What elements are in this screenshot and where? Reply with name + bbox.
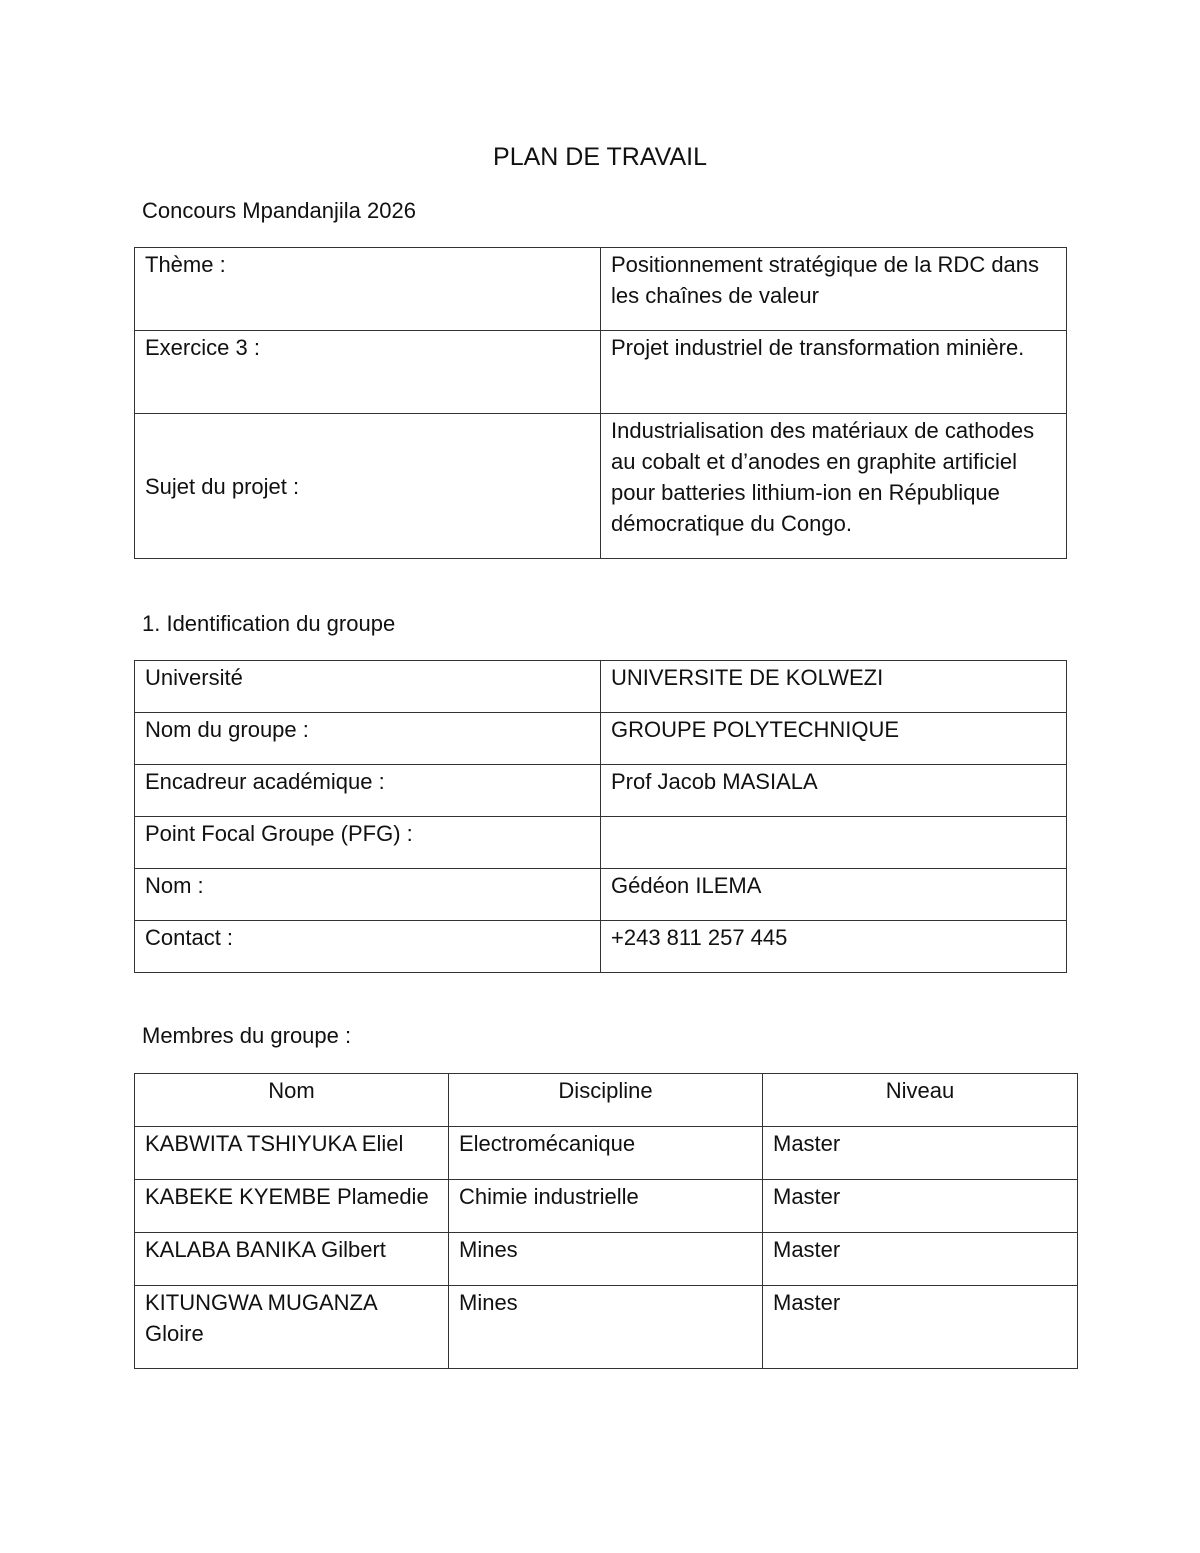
table-row	[135, 869, 1067, 921]
member-name: KABEKE KYEMBE Plamedie	[135, 1180, 449, 1233]
column-header-name: Nom	[135, 1074, 449, 1127]
table-row	[135, 1286, 1078, 1369]
identification-heading: 1. Identification du groupe	[142, 611, 396, 636]
member-level: Master	[763, 1127, 1078, 1180]
members-table	[134, 1073, 1078, 1369]
university-value: UNIVERSITE DE KOLWEZI	[601, 661, 1067, 713]
table-row	[135, 1180, 1078, 1233]
members-heading: Membres du groupe :	[142, 1023, 352, 1048]
contact-name-value: Gédéon ILEMA	[601, 869, 1067, 921]
table-row	[135, 921, 1067, 973]
group-name-value: GROUPE POLYTECHNIQUE	[601, 713, 1067, 765]
member-name: KITUNGWA MUGANZA Gloire	[135, 1286, 449, 1369]
table-row	[135, 661, 1067, 713]
exercise-label: Exercice 3 :	[135, 331, 601, 414]
member-name: KALABA BANIKA Gilbert	[135, 1233, 449, 1286]
university-label: Université	[135, 661, 601, 713]
table-row	[135, 1233, 1078, 1286]
focal-point-label: Point Focal Groupe (PFG) :	[135, 817, 601, 869]
table-row	[135, 248, 1067, 331]
table-row	[135, 817, 1067, 869]
page-title: PLAN DE TRAVAIL	[493, 143, 707, 171]
theme-value: Positionnement stratégique de la RDC dans les chaînes de valeur	[601, 248, 1067, 331]
theme-label: Thème :	[135, 248, 601, 331]
exercise-value: Projet industriel de transformation minière.	[601, 331, 1067, 414]
member-level: Master	[763, 1233, 1078, 1286]
contact-name-label: Nom :	[135, 869, 601, 921]
member-discipline: Mines	[449, 1286, 763, 1369]
table-header-row	[135, 1074, 1078, 1127]
project-subject-value: Industrialisation des matériaux de cathodes au cobalt et d’anodes en graphite artificiel pour batteries lithium-ion en République démocratique du Congo.	[601, 414, 1067, 559]
contact-phone-value: +243 811 257 445	[601, 921, 1067, 973]
member-level: Master	[763, 1286, 1078, 1369]
group-name-label: Nom du groupe :	[135, 713, 601, 765]
column-header-level: Niveau	[763, 1074, 1078, 1127]
project-subject-label: Sujet du projet :	[135, 414, 601, 559]
member-discipline: Chimie industrielle	[449, 1180, 763, 1233]
table-row	[135, 331, 1067, 414]
focal-point-value	[601, 817, 1067, 869]
theme-table	[134, 247, 1067, 559]
member-name: KABWITA TSHIYUKA Eliel	[135, 1127, 449, 1180]
competition-heading: Concours Mpandanjila 2026	[142, 198, 416, 223]
table-row	[135, 765, 1067, 817]
table-row	[135, 414, 1067, 559]
member-discipline: Mines	[449, 1233, 763, 1286]
supervisor-value: Prof Jacob MASIALA	[601, 765, 1067, 817]
member-discipline: Electromécanique	[449, 1127, 763, 1180]
group-identification-table	[134, 660, 1067, 973]
contact-phone-label: Contact :	[135, 921, 601, 973]
member-level: Master	[763, 1180, 1078, 1233]
table-row	[135, 1127, 1078, 1180]
supervisor-label: Encadreur académique :	[135, 765, 601, 817]
column-header-discipline: Discipline	[449, 1074, 763, 1127]
table-row	[135, 713, 1067, 765]
